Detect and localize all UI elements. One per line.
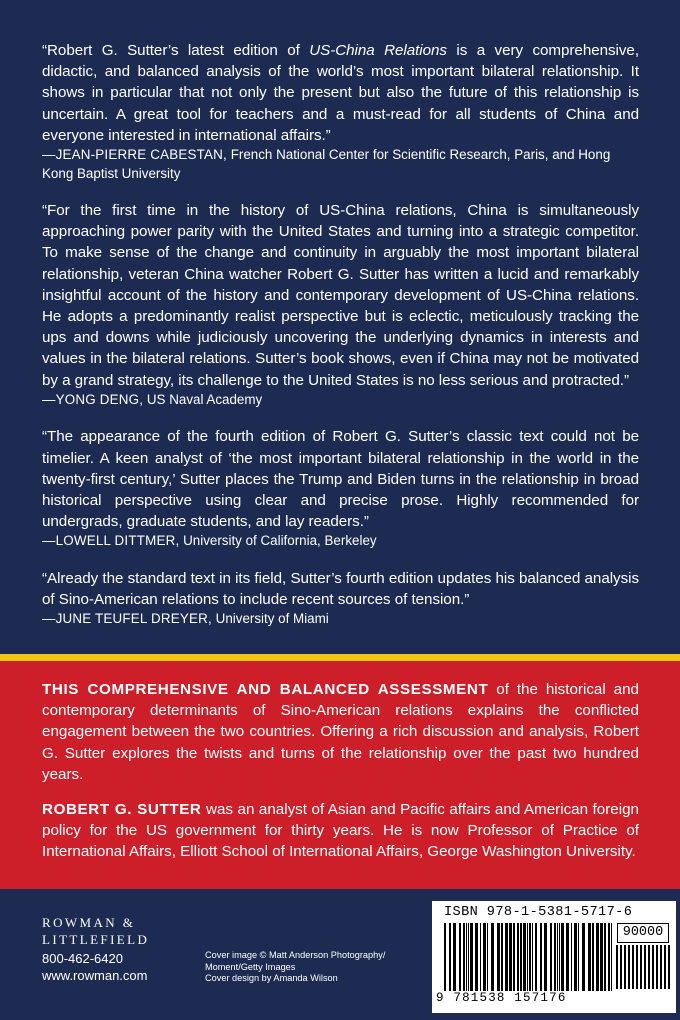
barcode-bar bbox=[559, 923, 560, 991]
quote-3-affiliation: University of California, Berkeley bbox=[179, 533, 377, 549]
quote-1-text: “Robert G. Sutter’s latest edition of bbox=[42, 42, 310, 59]
barcode-bar bbox=[459, 923, 461, 991]
barcode-bar bbox=[550, 923, 552, 991]
barcode-bar bbox=[444, 923, 446, 991]
barcode-bar bbox=[588, 923, 591, 991]
quote-3: “The appearance of the fourth edition of Robert G. Sutter’s classic text could not be timelier. A keen analyst of ‘the most important bilateral relationship in the world in the twenty-first century,’ Sutter places the Trump and Biden turns in the relationship in broad historical perspective using clear and precise prose. Highly recommended for undergrads, graduate students, and lay readers.” bbox=[42, 428, 639, 531]
barcode-bar bbox=[505, 923, 508, 991]
publisher-logo-line2: LITTLEFIELD bbox=[42, 932, 150, 947]
barcode-bar bbox=[544, 923, 547, 991]
barcode-bar bbox=[554, 923, 556, 991]
gold-divider bbox=[0, 654, 680, 661]
description-text bbox=[42, 679, 639, 863]
barcode-bar bbox=[664, 945, 666, 989]
barcode-bar bbox=[644, 945, 646, 989]
author-name: ROBERT G. SUTTER bbox=[42, 801, 202, 819]
barcode-bar bbox=[636, 945, 638, 989]
quote-1-name: —JEAN-PIERRE CABESTAN, bbox=[42, 147, 227, 163]
barcode-bar bbox=[453, 923, 456, 991]
author-bio bbox=[42, 799, 639, 863]
barcode-bar bbox=[652, 945, 654, 989]
barcode-bar bbox=[600, 923, 603, 991]
barcode-bar bbox=[509, 923, 512, 991]
barcode-bar bbox=[604, 923, 606, 991]
quote-1-attribution bbox=[42, 146, 639, 183]
barcode-bar bbox=[466, 923, 467, 991]
barcode-bar bbox=[470, 923, 473, 991]
barcode-bars bbox=[442, 923, 612, 991]
barcode-bar bbox=[487, 923, 488, 991]
quote-1 bbox=[42, 40, 639, 146]
barcode-bar bbox=[578, 923, 579, 991]
barcode-bar bbox=[480, 923, 481, 991]
quote-4-attribution bbox=[42, 610, 639, 629]
barcode-bar bbox=[527, 923, 528, 991]
quote-4-name: —JUNE TEUFEL DREYER, bbox=[42, 611, 212, 627]
addon-barcode-bars bbox=[614, 945, 672, 989]
barcode-bar bbox=[648, 945, 650, 989]
quote-4: “Already the standard text in its field, Sutter’s fourth edition updates his balanced analysis of Sino-American relations to include recent sources of tension.” bbox=[42, 569, 639, 609]
cover-credits bbox=[205, 950, 425, 985]
isbn-text: ISBN 978-1-5381-5717-6 bbox=[444, 905, 633, 920]
barcode-bar bbox=[608, 923, 610, 991]
barcode-bar bbox=[483, 923, 486, 991]
barcode-bar bbox=[640, 945, 642, 989]
credit-line-2: Moment/Getty Images bbox=[205, 961, 296, 972]
barcode-bar bbox=[632, 945, 634, 989]
quote-1-text-cont: is a very comprehensive, didactic, and balanced analysis of the world’s most important bilateral relationship. It shows in particular that not only the present but also the future of this relationship is uncertain. A great tool for teachers and a must-read for all students of China and everyone interested in international affairs.” bbox=[42, 42, 639, 144]
barcode-bar bbox=[616, 945, 618, 989]
quote-2-affiliation: US Naval Academy bbox=[143, 391, 263, 407]
description-lead: THIS COMPREHENSIVE AND BALANCED ASSESSMENT bbox=[42, 681, 489, 698]
barcode-bar bbox=[624, 945, 626, 989]
barcode-bar bbox=[491, 923, 494, 991]
praise-quotes bbox=[42, 40, 639, 629]
quote-1-affiliation: French National Center for Scientific Research, Paris, and Hong Kong Baptist University bbox=[42, 147, 611, 181]
barcode-bar bbox=[520, 923, 522, 991]
barcode-bar bbox=[532, 923, 533, 991]
barcode-bar bbox=[628, 945, 630, 989]
book-title-italic: US-China Relations bbox=[309, 42, 447, 59]
barcode-bar bbox=[449, 923, 451, 991]
barcode-bar bbox=[501, 923, 503, 991]
barcode-bar bbox=[611, 923, 612, 991]
barcode-bar bbox=[571, 923, 572, 991]
barcode-bar bbox=[561, 923, 564, 991]
book-description bbox=[42, 679, 639, 785]
barcode-bar bbox=[468, 923, 469, 991]
quote-3-name: —LOWELL DITTMER, bbox=[42, 533, 180, 549]
quote-2: “For the first time in the history of US-China relations, China is simultaneously approaching power parity with the United States and turning into a strategic competitor. To make sense of the change and continuity in arguably the most important bilateral relationship, veteran China watcher Robert G. Sutter has written a lucid and remarkably insightful account of the history and contemporary development of US-China relations. He adopts a predominantly realist perspective but is eclectic, meticulously tracking the ups and downs while judiciously uncovering the underlying dynamics in interests and values in the bilateral relations. Sutter’s book shows, even if China may not be motivated by a grand strategy, its challenge to the United States is no less serious and protracted.” bbox=[42, 202, 639, 389]
barcode-bar bbox=[540, 923, 542, 991]
quote-2-name: —YONG DENG, bbox=[42, 391, 144, 407]
barcode-bar bbox=[620, 945, 622, 989]
barcode-bar bbox=[557, 923, 558, 991]
publisher-logo bbox=[42, 914, 149, 948]
barcode-bar bbox=[660, 945, 662, 989]
barcode-bar bbox=[475, 923, 478, 991]
barcode-bar bbox=[592, 923, 594, 991]
publisher-contact bbox=[42, 950, 147, 984]
publisher-phone: 800-462-6420 bbox=[42, 951, 123, 966]
barcode-box bbox=[432, 901, 676, 1013]
barcode-bar bbox=[497, 923, 500, 991]
barcode-bar bbox=[517, 923, 519, 991]
description-body: of the historical and contemporary determinants of Sino-American relations explains the conflicted engagement between the two countries. Offering a rich discussion and analysis, Robert G. Sutter explores the twists and turns of the relationship over the past two hundred years. bbox=[42, 681, 639, 783]
quote-3-attribution bbox=[42, 532, 639, 551]
barcode-bar bbox=[582, 923, 585, 991]
barcode-bar bbox=[523, 923, 526, 991]
credit-line-1: Cover image © Matt Anderson Photography/ bbox=[205, 950, 386, 960]
quote-2-attribution bbox=[42, 391, 639, 410]
barcode-bar bbox=[656, 945, 658, 989]
barcode-bar bbox=[668, 945, 670, 989]
barcode-bar bbox=[513, 923, 515, 991]
barcode-bar bbox=[574, 923, 577, 991]
credit-line-3: Cover design by Amanda Wilson bbox=[205, 973, 338, 983]
barcode-digits: 9 781538 157176 bbox=[436, 991, 567, 1005]
author-bio-body: was an analyst of Asian and Pacific affairs and American foreign policy for the US government for thirty years. He is now Professor of Practice of International Affairs, Elliott School of International Affairs, George Washington University. bbox=[42, 801, 639, 861]
barcode-bar bbox=[596, 923, 599, 991]
publisher-website: www.rowman.com bbox=[42, 968, 148, 983]
barcode-bar bbox=[529, 923, 531, 991]
quote-4-affiliation: University of Miami bbox=[211, 611, 329, 627]
barcode-bar bbox=[463, 923, 465, 991]
publisher-logo-line1: ROWMAN & bbox=[42, 915, 136, 930]
barcode-bar bbox=[535, 923, 537, 991]
price-code: 90000 bbox=[617, 923, 669, 943]
barcode-bar bbox=[566, 923, 569, 991]
